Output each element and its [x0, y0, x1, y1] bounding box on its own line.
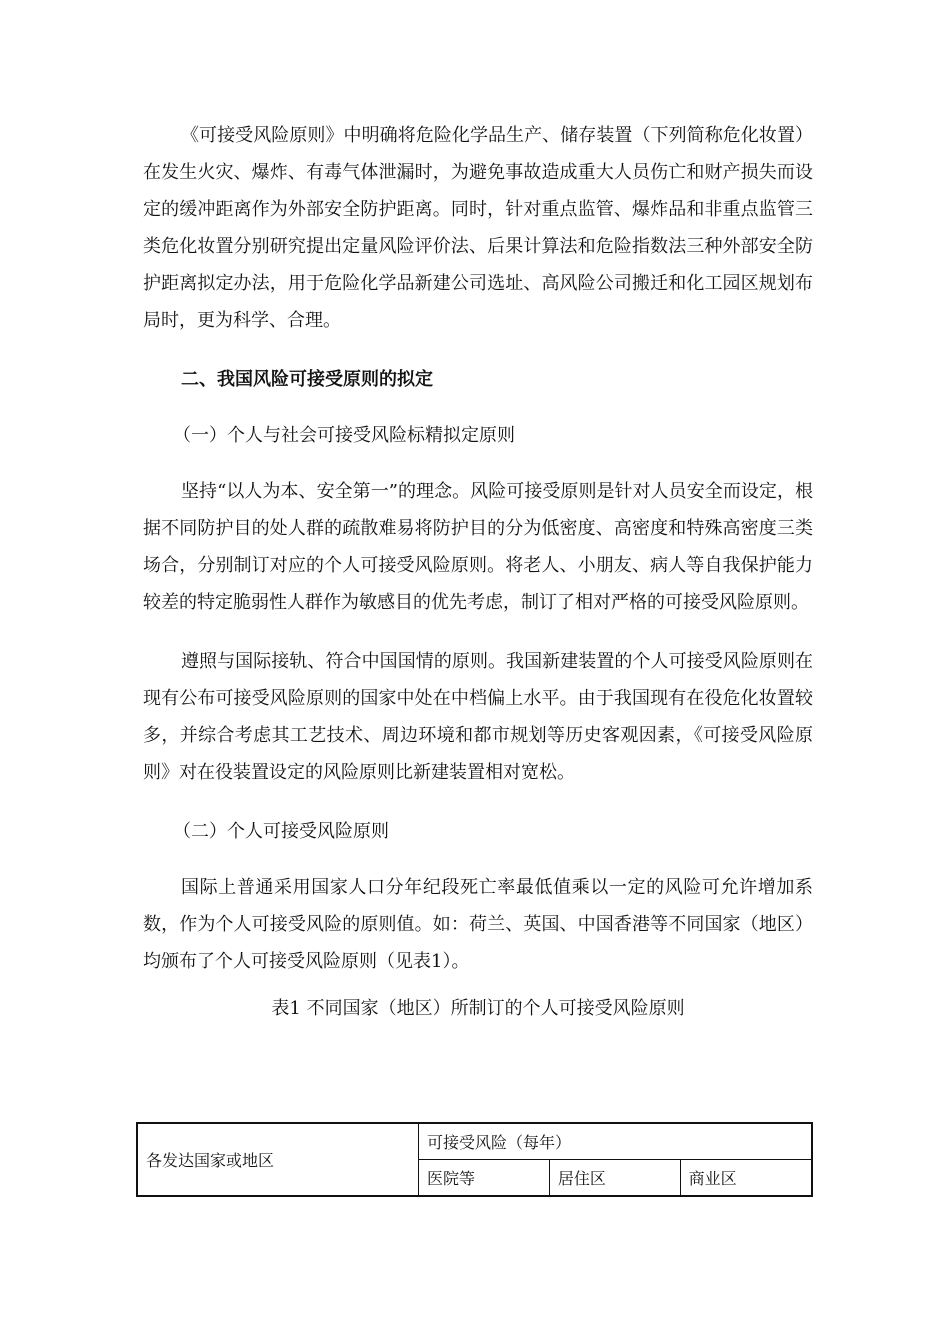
paragraph-international: 国际上普通采用国家人口分年纪段死亡率最低值乘以一定的风险可允许增加系数，作为个人可接受风险的原则值。如：荷兰、英国、中国香港等不同国家（地区）均颁布了个人可接受风险原则（见表1）。 — [143, 877, 813, 972]
subsection-heading-2: （二）个人可接受风险原则 — [173, 821, 389, 842]
risk-table — [136, 1122, 813, 1197]
header-commercial: 商业区 — [680, 1160, 812, 1197]
header-residential: 居住区 — [549, 1160, 680, 1197]
section-heading: 二、我国风险可接受原则的拟定 — [181, 369, 433, 390]
table-row — [137, 1123, 812, 1160]
paragraph-principle-1: 坚持“以人为本、安全第一”的理念。风险可接受原则是针对人员安全而设定，根据不同防护目的处人群的疏散难易将防护目的分为低密度、高密度和特殊高密度三类场合，分别制订对应的个人可接受风险原则。将老人、小朋友、病人等自我保护能力较差的特定脆弱性人群作为敏感目的优先考虑，制订了相对严格的可接受风险原则。 — [143, 481, 813, 613]
paragraph-intro: 《可接受风险原则》中明确将危险化学品生产、储存装置（下列简称危化妆置）在发生火灾、爆炸、有毒气体泄漏时，为避免事故造成重大人员伤亡和财产损失而设定的缓冲距离作为外部安全防护距离。同时，针对重点监管、爆炸品和非重点监管三类危化妆置分别研究提出定量风险评价法、后果计算法和危险指数法三种外部安全防护距离拟定办法，用于危险化学品新建公司选址、高风险公司搬迁和化工园区规划布局时，更为科学、合理。 — [143, 125, 813, 331]
header-region: 各发达国家或地区 — [137, 1123, 419, 1196]
paragraph-principle-2: 遵照与国际接轨、符合中国国情的原则。我国新建装置的个人可接受风险原则在现有公布可接受风险原则的国家中处在中档偏上水平。由于我国现有在役危化妆置较多，并综合考虑其工艺技术、周边环境和都市规划等历史客观因素，《可接受风险原则》对在役装置设定的风险原则比新建装置相对宽松。 — [143, 651, 813, 783]
header-acceptable-risk: 可接受风险（每年） — [419, 1123, 813, 1160]
table-caption: 表1 不同国家（地区）所制订的个人可接受风险原则 — [271, 998, 685, 1019]
document-body — [143, 117, 813, 1041]
subsection-heading-1: （一）个人与社会可接受风险标精拟定原则 — [173, 425, 515, 446]
header-hospital: 医院等 — [419, 1160, 550, 1197]
